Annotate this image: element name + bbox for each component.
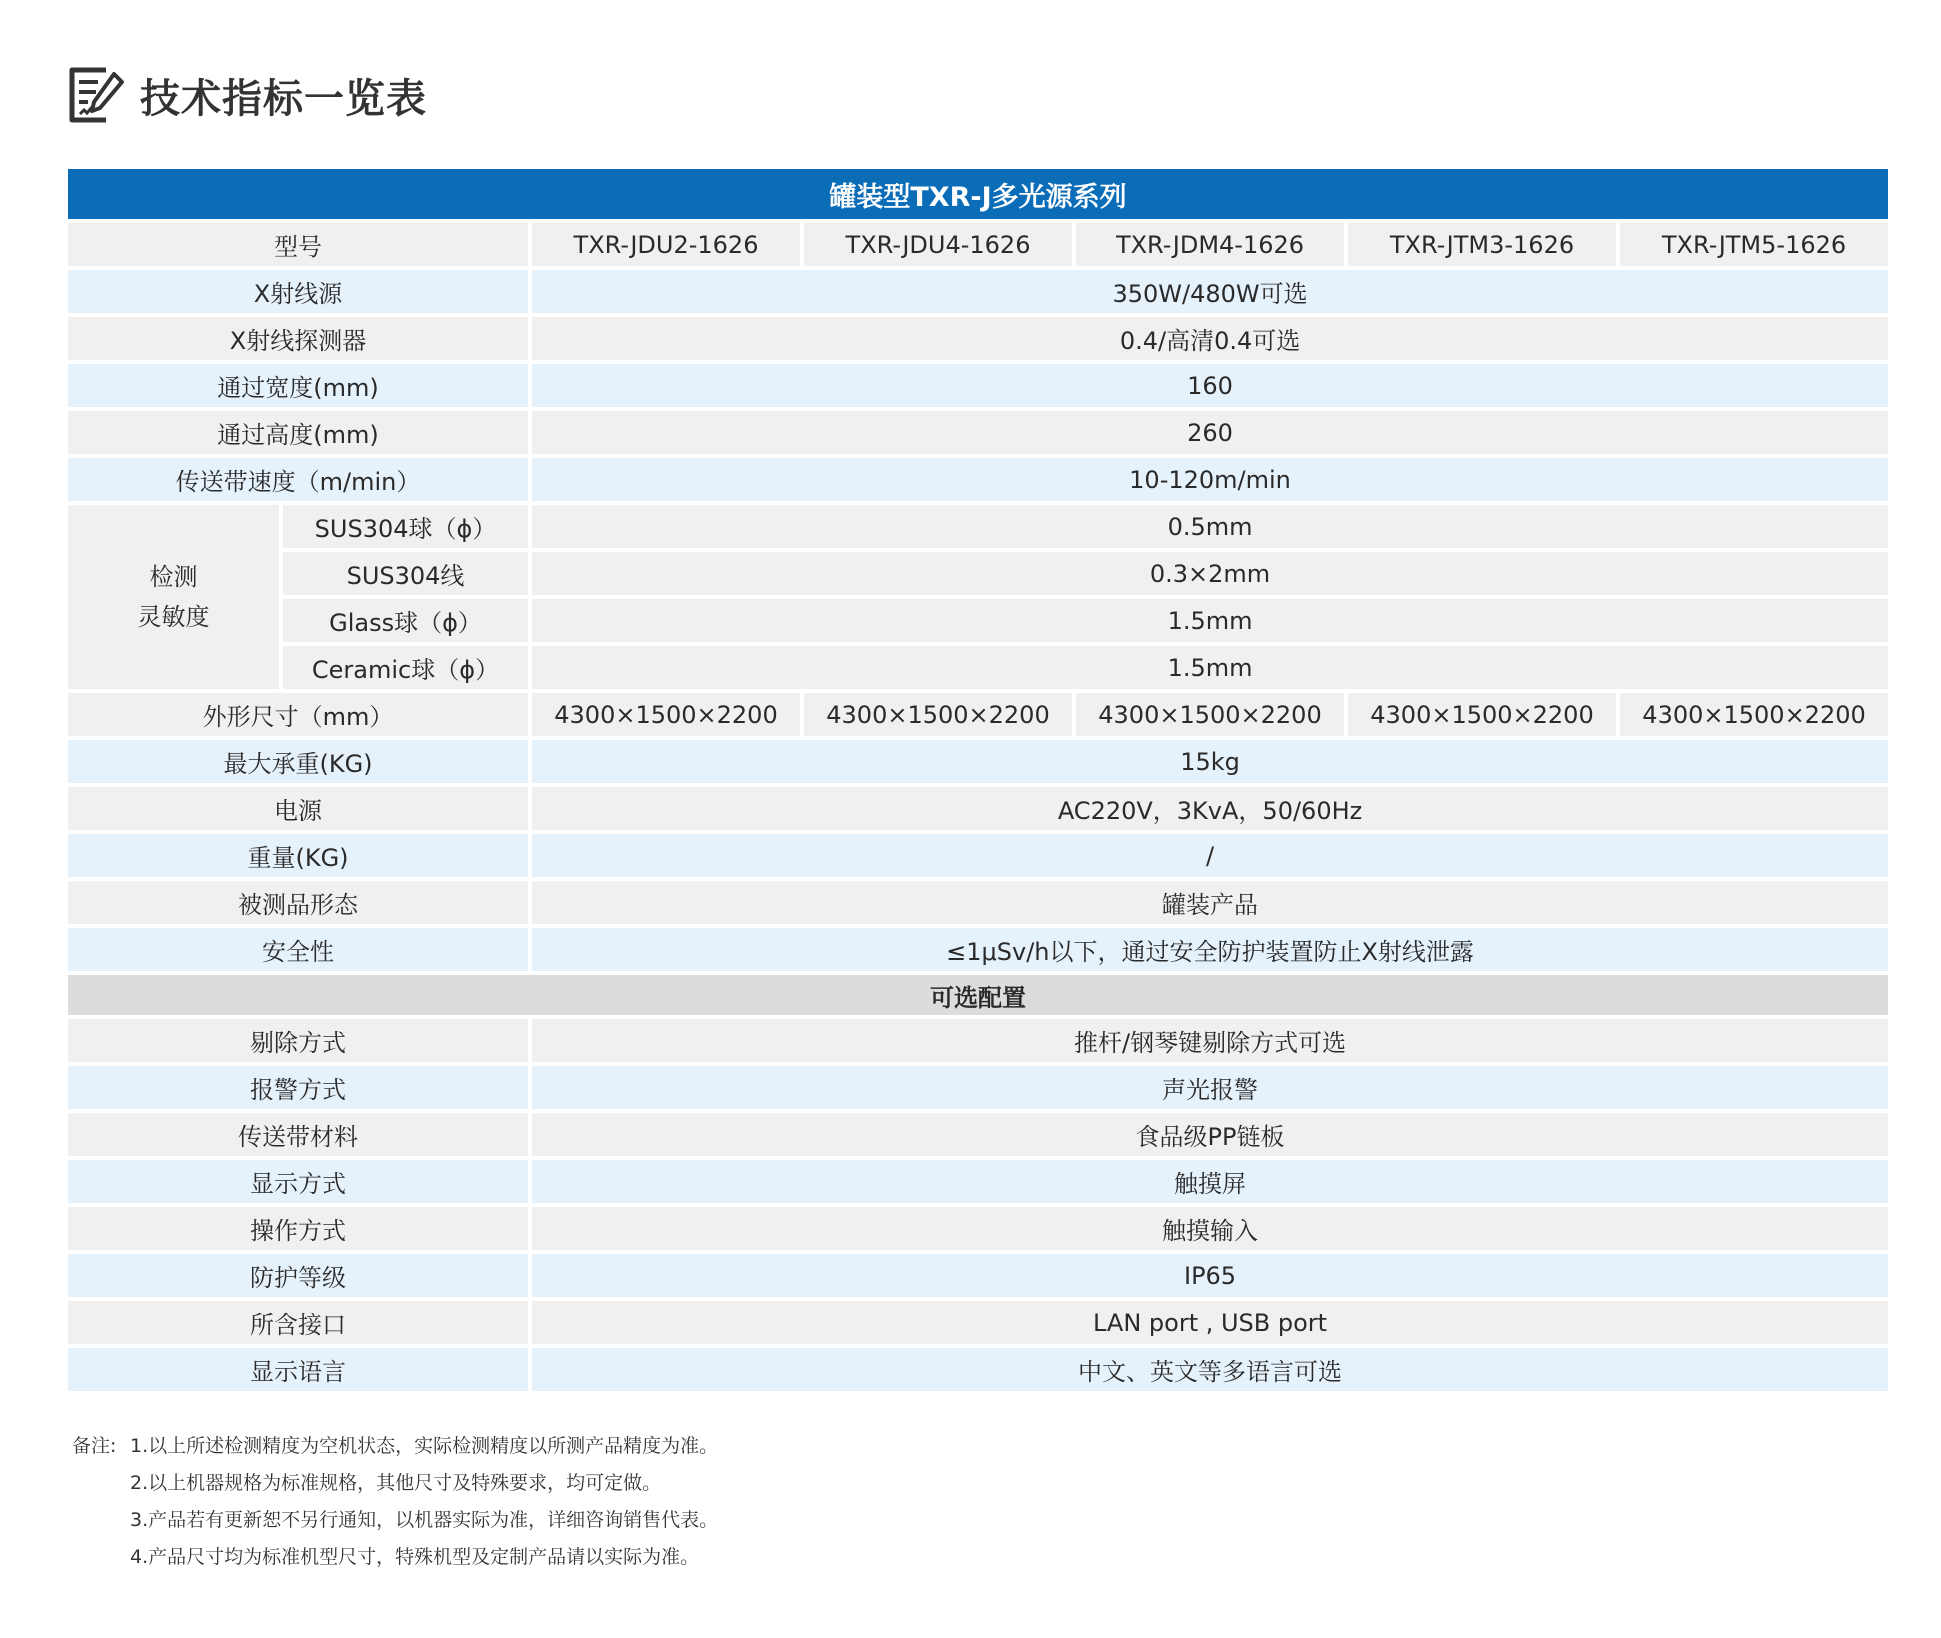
series-title: 罐装型TXR-J多光源系列 bbox=[68, 169, 1888, 219]
table-row bbox=[68, 364, 1888, 407]
sensitivity-label bbox=[68, 505, 279, 689]
table-row bbox=[68, 740, 1888, 783]
row-label: 报警方式 bbox=[68, 1066, 528, 1109]
row-label: 操作方式 bbox=[68, 1207, 528, 1250]
notes-lead: 备注: bbox=[72, 1435, 117, 1457]
optional-section-title: 可选配置 bbox=[68, 975, 1888, 1015]
row-value: 0.4/高清0.4可选 bbox=[532, 317, 1888, 360]
row-value: 10-120m/min bbox=[532, 458, 1888, 501]
table-row bbox=[68, 1254, 1888, 1297]
row-label: 所含接口 bbox=[68, 1301, 528, 1344]
row-value: IP65 bbox=[532, 1254, 1888, 1297]
row-value: LAN port , USB port bbox=[532, 1301, 1888, 1344]
row-label: X射线探测器 bbox=[68, 317, 528, 360]
row-value: ≤1μSv/h以下，通过安全防护装置防止X射线泄露 bbox=[532, 928, 1888, 971]
row-label: 显示语言 bbox=[68, 1348, 528, 1391]
row-label: X射线源 bbox=[68, 270, 528, 313]
row-label: 通过高度(mm) bbox=[68, 411, 528, 454]
spec-table bbox=[64, 165, 1892, 1395]
row-label: 通过宽度(mm) bbox=[68, 364, 528, 407]
row-value: 1.5mm bbox=[532, 646, 1888, 689]
row-label: 外形尺寸（mm） bbox=[68, 693, 528, 736]
sub-label: SUS304线 bbox=[283, 552, 528, 595]
table-row bbox=[68, 505, 1888, 548]
note-item: 1.以上所述检测精度为空机状态，实际检测精度以所测产品精度为准。 bbox=[130, 1435, 719, 1457]
table-row bbox=[68, 317, 1888, 360]
page-title: 技术指标一览表 bbox=[140, 75, 427, 122]
table-row bbox=[68, 458, 1888, 501]
table-row bbox=[68, 646, 1888, 689]
table-row bbox=[68, 787, 1888, 830]
row-value: 触摸屏 bbox=[532, 1160, 1888, 1203]
row-value: 推杆/钢琴键剔除方式可选 bbox=[532, 1019, 1888, 1062]
table-row bbox=[68, 1207, 1888, 1250]
table-row bbox=[68, 834, 1888, 877]
row-value: 15kg bbox=[532, 740, 1888, 783]
row-value: 罐装产品 bbox=[532, 881, 1888, 924]
table-row bbox=[68, 552, 1888, 595]
table-row bbox=[68, 1113, 1888, 1156]
row-label: 防护等级 bbox=[68, 1254, 528, 1297]
table-row bbox=[68, 411, 1888, 454]
row-label: 显示方式 bbox=[68, 1160, 528, 1203]
row-value: AC220V，3KvA，50/60Hz bbox=[532, 787, 1888, 830]
table-row bbox=[68, 1348, 1888, 1391]
dimension-cell: 4300×1500×2200 bbox=[1620, 693, 1888, 736]
table-row bbox=[68, 1066, 1888, 1109]
row-value: 食品级PP链板 bbox=[532, 1113, 1888, 1156]
row-label: 型号 bbox=[68, 223, 528, 266]
row-label: 重量(KG) bbox=[68, 834, 528, 877]
dimension-cell: 4300×1500×2200 bbox=[532, 693, 800, 736]
note-item: 3.产品若有更新恕不另行通知，以机器实际为准，详细咨询销售代表。 bbox=[130, 1509, 719, 1531]
table-row bbox=[68, 881, 1888, 924]
page-heading bbox=[66, 64, 427, 126]
model-cell: TXR-JTM3-1626 bbox=[1348, 223, 1616, 266]
row-label: 传送带速度（m/min） bbox=[68, 458, 528, 501]
sub-label: Ceramic球（ϕ） bbox=[283, 646, 528, 689]
table-row bbox=[68, 693, 1888, 736]
row-label: 剔除方式 bbox=[68, 1019, 528, 1062]
model-cell: TXR-JTM5-1626 bbox=[1620, 223, 1888, 266]
table-row bbox=[68, 928, 1888, 971]
dimension-cell: 4300×1500×2200 bbox=[1348, 693, 1616, 736]
table-row bbox=[68, 1019, 1888, 1062]
table-row bbox=[68, 599, 1888, 642]
sensitivity-label-line2: 灵敏度 bbox=[137, 603, 210, 631]
row-value: 260 bbox=[532, 411, 1888, 454]
row-value: / bbox=[532, 834, 1888, 877]
document-edit-icon bbox=[66, 64, 124, 126]
row-value: 350W/480W可选 bbox=[532, 270, 1888, 313]
sensitivity-label-line1: 检测 bbox=[149, 563, 198, 591]
row-value: 0.5mm bbox=[532, 505, 1888, 548]
row-value: 声光报警 bbox=[532, 1066, 1888, 1109]
table-row bbox=[68, 270, 1888, 313]
model-cell: TXR-JDU2-1626 bbox=[532, 223, 800, 266]
note-item: 2.以上机器规格为标准规格，其他尺寸及特殊要求，均可定做。 bbox=[130, 1472, 662, 1494]
note-item: 4.产品尺寸均为标准机型尺寸，特殊机型及定制产品请以实际为准。 bbox=[130, 1546, 700, 1568]
model-cell: TXR-JDU4-1626 bbox=[804, 223, 1072, 266]
sub-label: SUS304球（ϕ） bbox=[283, 505, 528, 548]
row-value: 160 bbox=[532, 364, 1888, 407]
row-label: 电源 bbox=[68, 787, 528, 830]
row-label: 传送带材料 bbox=[68, 1113, 528, 1156]
table-row bbox=[68, 223, 1888, 266]
row-label: 被测品形态 bbox=[68, 881, 528, 924]
row-label: 最大承重(KG) bbox=[68, 740, 528, 783]
row-value: 中文、英文等多语言可选 bbox=[532, 1348, 1888, 1391]
model-cell: TXR-JDM4-1626 bbox=[1076, 223, 1344, 266]
sub-label: Glass球（ϕ） bbox=[283, 599, 528, 642]
row-label: 安全性 bbox=[68, 928, 528, 971]
table-row bbox=[68, 1160, 1888, 1203]
table-row bbox=[68, 1301, 1888, 1344]
notes bbox=[72, 1428, 718, 1576]
row-value: 0.3×2mm bbox=[532, 552, 1888, 595]
row-value: 触摸输入 bbox=[532, 1207, 1888, 1250]
row-value: 1.5mm bbox=[532, 599, 1888, 642]
dimension-cell: 4300×1500×2200 bbox=[804, 693, 1072, 736]
dimension-cell: 4300×1500×2200 bbox=[1076, 693, 1344, 736]
